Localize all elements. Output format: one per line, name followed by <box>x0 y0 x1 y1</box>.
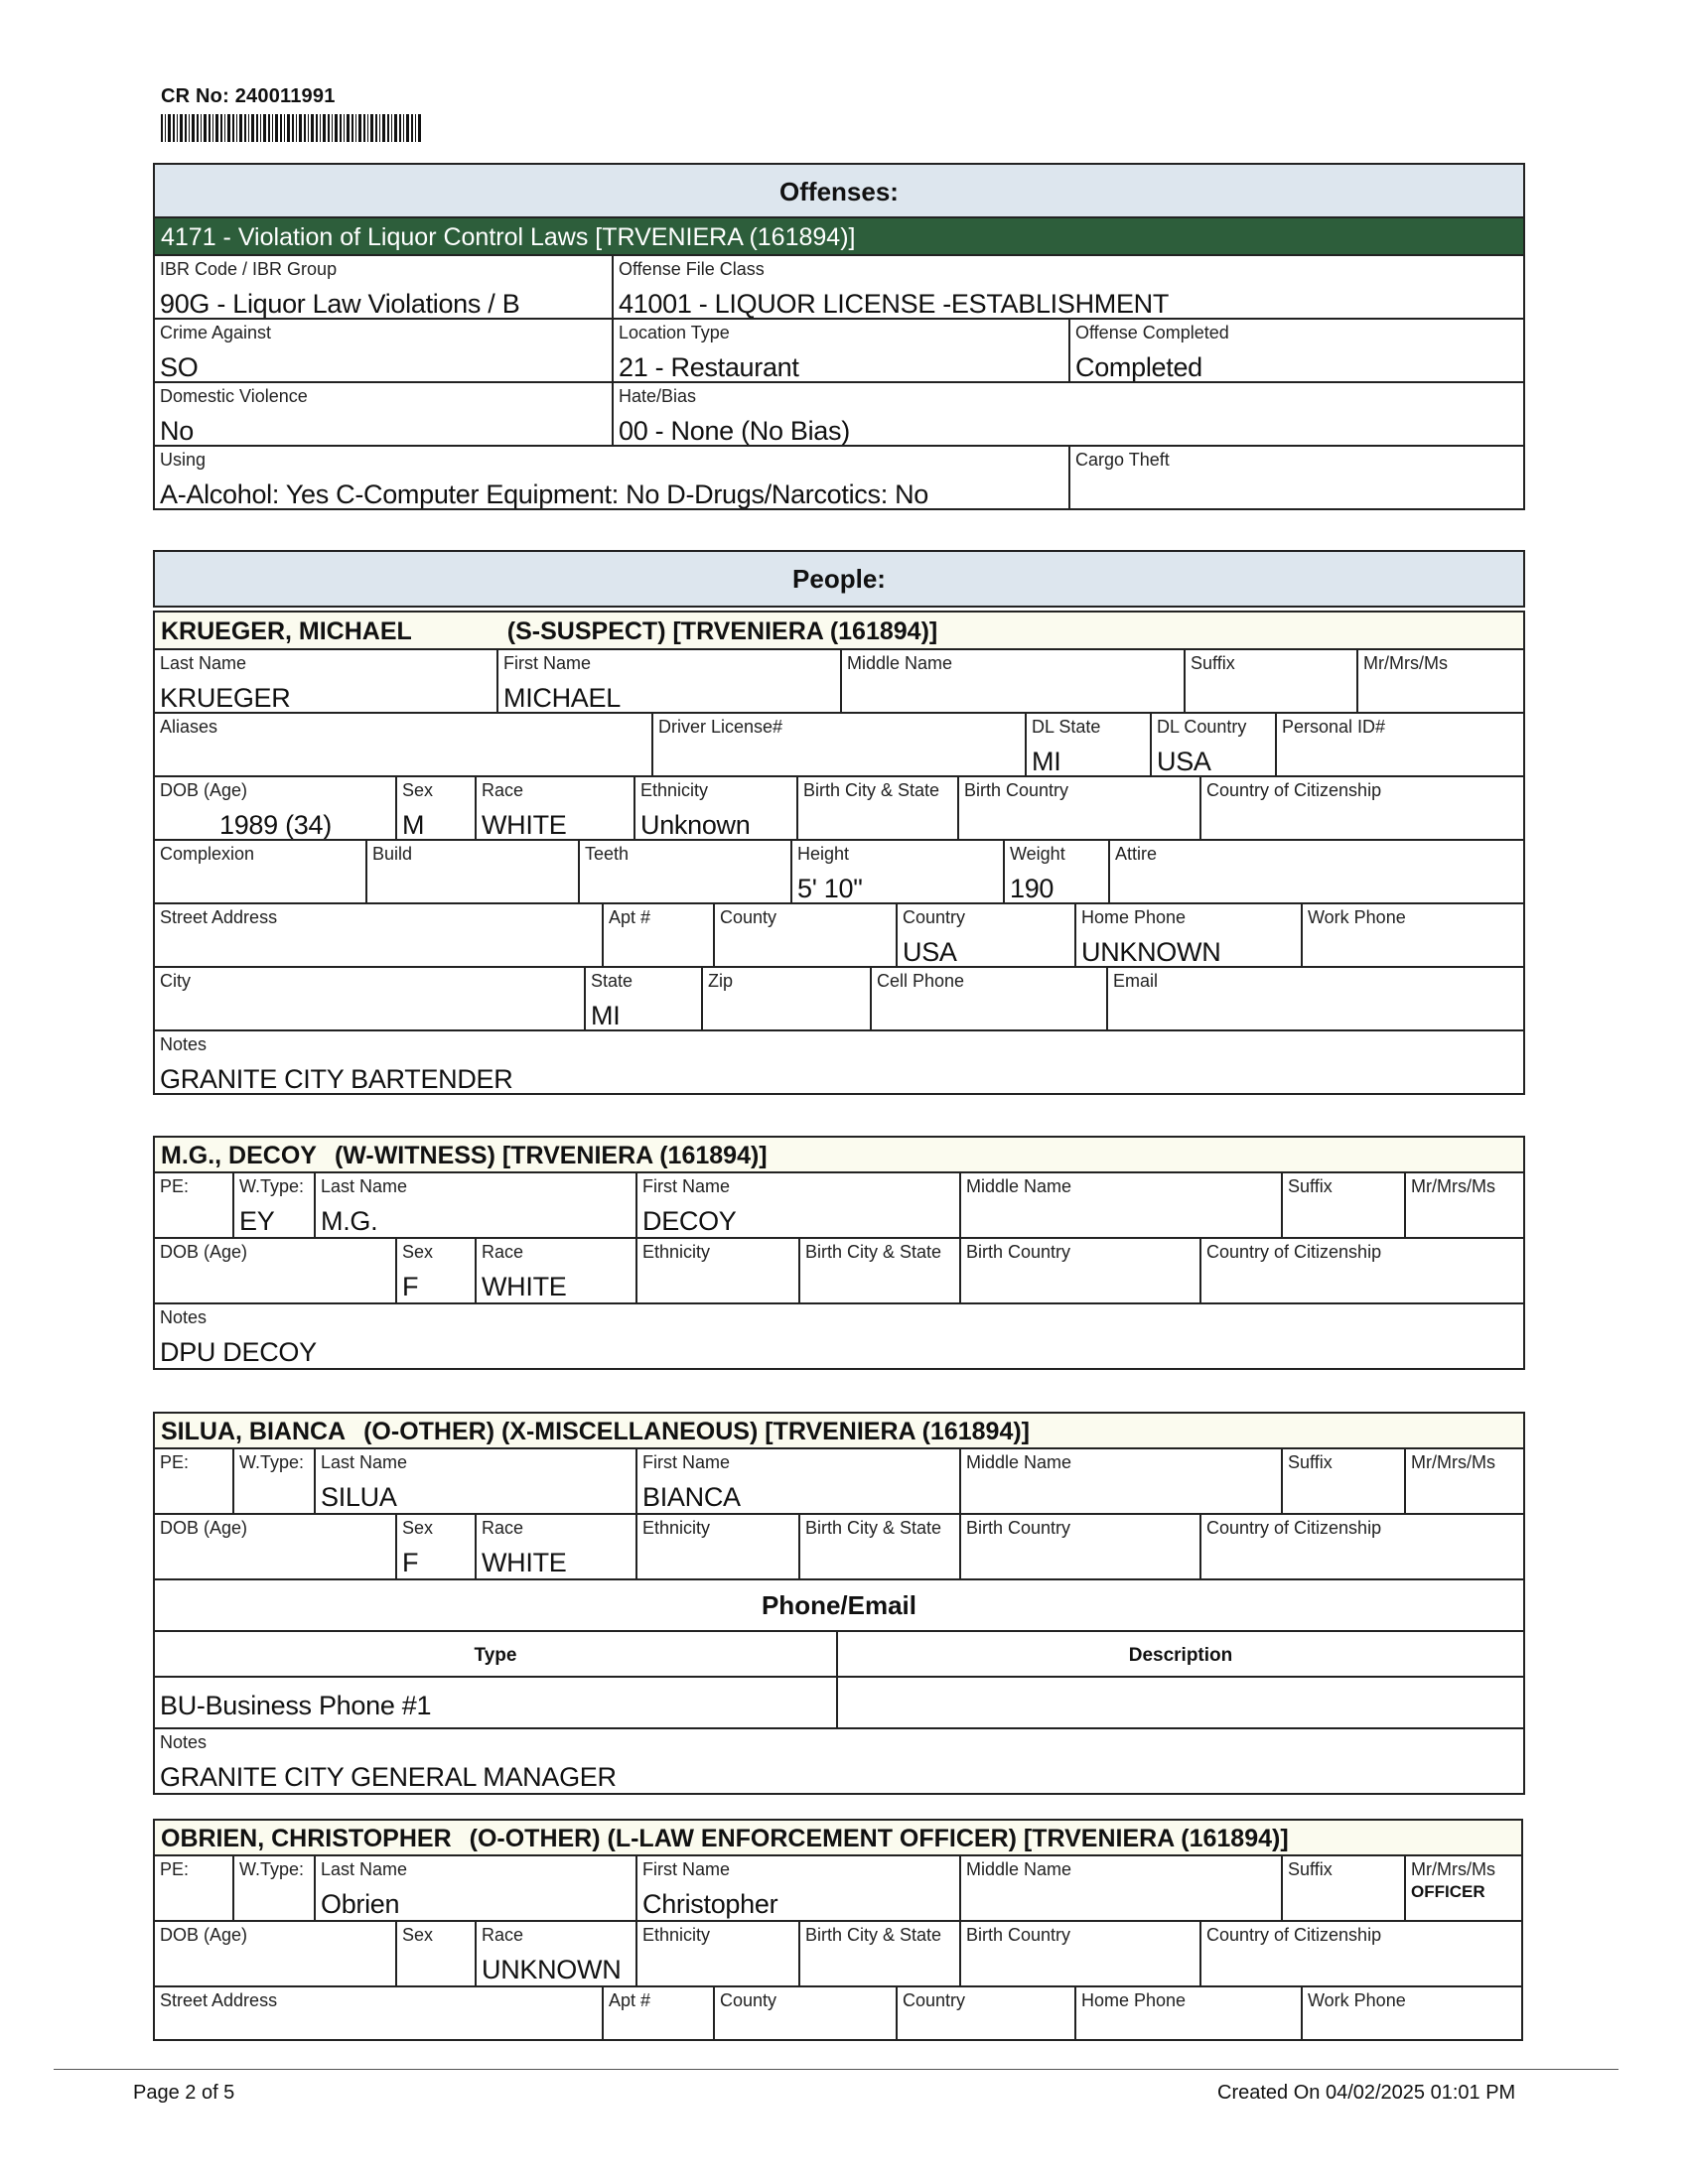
type-header: Type <box>155 1632 838 1676</box>
wtype-value: EY <box>239 1206 275 1236</box>
person-heading <box>155 1414 1523 1449</box>
race-value: WHITE <box>482 1548 567 1577</box>
last-name-value: KRUEGER <box>160 683 291 712</box>
person-decoy: M.G., DECOY (W-WITNESS) [TRVENIERA (161894)] PE: W.Type: EY Last Name M.G. First Name DECOY Middle Name Suffix Mr/Mrs/Ms DOB (Age) Sex F Race WHITE Ethnicity Birth City & State Birth Country Country of Citizenship Notes DPU DECOY <box>153 1136 1525 1370</box>
using-cell: Using A-Alcohol: Yes C-Computer Equipment: No D-Drugs/Narcotics: No <box>155 447 1070 508</box>
person-heading <box>155 1138 1523 1173</box>
notes-value: GRANITE CITY BARTENDER <box>160 1064 513 1093</box>
person-heading <box>155 613 1523 650</box>
weight-value: 190 <box>1010 874 1055 902</box>
dob-value: 1989 (34) <box>219 810 332 839</box>
domestic-violence-value: No <box>160 416 194 445</box>
location-type-value: 21 - Restaurant <box>619 352 799 381</box>
cr-header <box>161 85 423 142</box>
ethnicity-value: Unknown <box>640 810 751 839</box>
page-number: Page 2 of 5 <box>133 2082 235 2104</box>
offenses-section <box>153 163 1525 510</box>
last-name-value: SILUA <box>321 1482 397 1512</box>
last-name-value: M.G. <box>321 1206 378 1236</box>
location-type-cell: Location Type 21 - Restaurant <box>614 320 1070 381</box>
description-header: Description <box>1128 1645 1233 1666</box>
notes-value: GRANITE CITY GENERAL MANAGER <box>160 1762 617 1792</box>
dl-country-value: USA <box>1157 747 1211 775</box>
sex-value: F <box>402 1548 419 1577</box>
first-name-value: Christopher <box>642 1889 778 1919</box>
first-name-value: BIANCA <box>642 1482 741 1512</box>
phone-type-value: BU-Business Phone #1 <box>160 1691 432 1720</box>
person-role: (S-SUSPECT) [TRVENIERA (161894)] <box>506 617 938 645</box>
people-section-header <box>153 550 1525 608</box>
domestic-violence-cell: Domestic Violence No <box>155 383 614 445</box>
person-silua: SILUA, BIANCA (O-OTHER) (X-MISCELLANEOUS) [TRVENIERA (161894)] PE: W.Type: Last Name SILUA First Name BIANCA Middle Name Suffix Mr/Mrs/Ms DOB (Age) Sex F Race WHITE Ethnicity Birth City & State Birth Country Country of Citizenship Phone/Email Type Description BU-Business Phone #1 Notes GRANITE CITY GENERAL MANAGER <box>153 1412 1525 1795</box>
person-name: SILUA, BIANCA <box>161 1418 347 1445</box>
hate-bias-cell: Hate/Bias 00 - None (No Bias) <box>614 383 1523 445</box>
home-phone-value: UNKNOWN <box>1081 937 1221 966</box>
notes-value: DPU DECOY <box>160 1337 317 1367</box>
crime-against-cell: Crime Against SO <box>155 320 614 381</box>
offense-completed-cell: Offense Completed Completed <box>1070 320 1523 381</box>
ibr-code-value: 90G - Liquor Law Violations / B <box>160 289 520 318</box>
cr-number: CR No: 240011991 <box>161 85 336 107</box>
person-role: (W-WITNESS) [TRVENIERA (161894)] <box>334 1142 768 1169</box>
phone-email-title: Phone/Email <box>761 1590 917 1620</box>
cargo-theft-cell: Cargo Theft <box>1075 450 1170 470</box>
person-role: (O-OTHER) (X-MISCELLANEOUS) [TRVENIERA (161894)] <box>363 1418 1030 1445</box>
barcode-image <box>161 114 423 142</box>
person-name: KRUEGER, MICHAEL <box>161 617 412 645</box>
footer-divider <box>54 2069 1618 2070</box>
last-name-value: Obrien <box>321 1889 400 1919</box>
people-title: People: <box>155 552 1523 606</box>
height-value: 5' 10" <box>797 874 863 902</box>
first-name-value: MICHAEL <box>503 683 621 712</box>
offense-file-class-value: 41001 - LIQUOR LICENSE -ESTABLISHMENT <box>619 289 1170 318</box>
offense-file-class-cell: Offense File Class 41001 - LIQUOR LICENSE -ESTABLISHMENT <box>614 256 1523 318</box>
first-name-value: DECOY <box>642 1206 737 1236</box>
race-value: WHITE <box>482 810 567 839</box>
crime-against-value: SO <box>160 352 199 381</box>
person-obrien: OBRIEN, CHRISTOPHER (O-OTHER) (L-LAW ENFORCEMENT OFFICER) [TRVENIERA (161894)] PE: W.Type: Last Name Obrien First Name Christopher Middle Name Suffix Mr/Mrs/Ms OFFICER DOB (Age) Sex Race UNKNOWN Ethnicity Birth City & State Birth Country Country of Citizenship Street Address Apt # County Country Home Phone Work Phone <box>153 1819 1523 2041</box>
offense-heading: 4171 - Violation of Liquor Control Laws [TRVENIERA (161894)] <box>155 218 1523 256</box>
offenses-title: Offenses: <box>155 165 1523 218</box>
sex-value: M <box>402 810 425 839</box>
person-name: M.G., DECOY <box>161 1142 317 1169</box>
person-role: (O-OTHER) (L-LAW ENFORCEMENT OFFICER) [TRVENIERA (161894)] <box>469 1825 1289 1852</box>
state-value: MI <box>591 1001 621 1029</box>
offense-completed-value: Completed <box>1075 352 1202 381</box>
race-value: WHITE <box>482 1272 567 1301</box>
hate-bias-value: 00 - None (No Bias) <box>619 416 850 445</box>
person-krueger: KRUEGER, MICHAEL (S-SUSPECT) [TRVENIERA (161894)] Last Name KRUEGER First Name MICHAEL Middle Name Suffix Mr/Mrs/Ms Aliases Driver License# DL State MI DL Country USA Personal ID# DOB (Age) 1989 (34) Sex M Race WHITE Ethnicity Unknown Birth City & State Birth Country Country of Citizenship Complexion Build Teeth Height 5' 10" Weight 190 Attire Street Address Apt # County Country USA Home Phone UNKNOWN Work Phone City State MI Zip Cell Phone Email Notes GRANITE CITY BARTENDER <box>153 611 1525 1095</box>
ibr-code-cell: IBR Code / IBR Group 90G - Liquor Law Violations / B <box>155 256 614 318</box>
person-name: OBRIEN, CHRISTOPHER <box>161 1825 452 1852</box>
dl-state-value: MI <box>1032 747 1061 775</box>
using-value: A-Alcohol: Yes C-Computer Equipment: No D-Drugs/Narcotics: No <box>160 479 929 508</box>
country-value: USA <box>903 937 957 966</box>
title-value: OFFICER <box>1411 1882 1485 1901</box>
race-value: UNKNOWN <box>482 1955 622 1984</box>
sex-value: F <box>402 1272 419 1301</box>
created-timestamp: Created On 04/02/2025 01:01 PM <box>1217 2082 1516 2104</box>
person-heading <box>155 1821 1521 1856</box>
